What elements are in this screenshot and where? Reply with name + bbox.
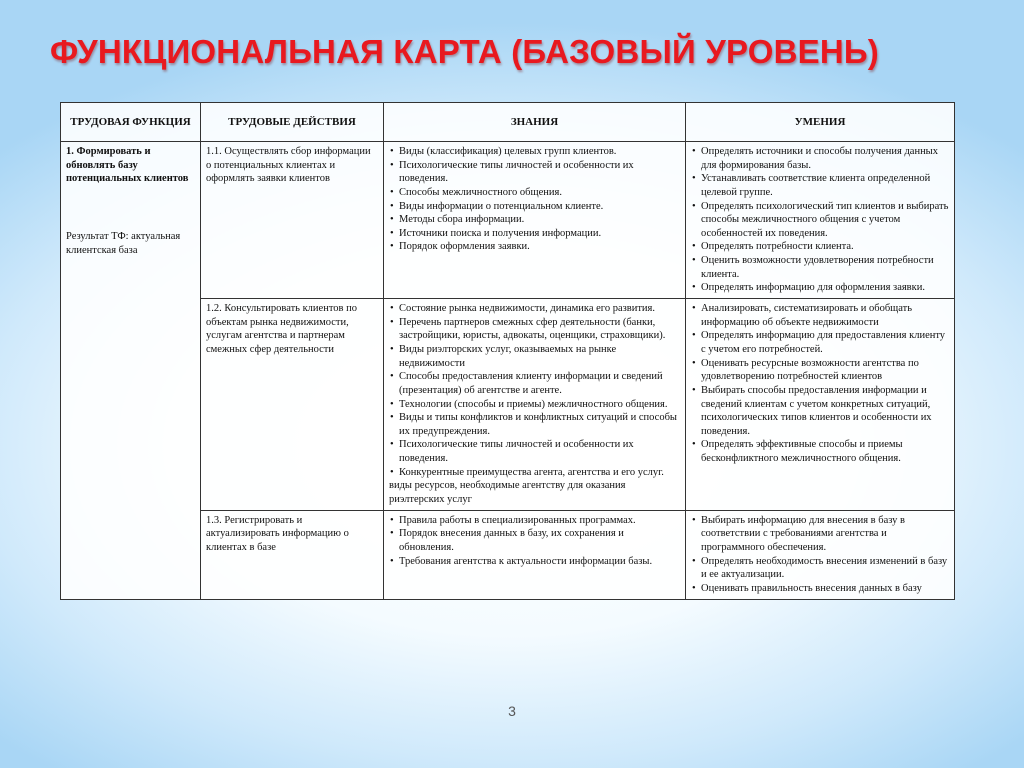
header-skills: УМЕНИЯ — [686, 103, 955, 142]
skill-item: • Определять информацию для предоставления клиенту с учетом его потребностей. — [691, 329, 949, 356]
skill-item: • Определять психологический тип клиентов и выбирать способы межличностного общения с учетом особенностей их поведения. — [691, 200, 949, 241]
labor-function-cell — [61, 142, 201, 600]
knowledge-item: • Перечень партнеров смежных сфер деятельности (банки, застройщики, юристы, адвокаты, оценщики, страховщики). — [389, 316, 680, 343]
knowledge-item: • Источники поиска и получения информации. — [389, 227, 680, 241]
knowledge-item: • Конкурентные преимущества агента, агентства и его услуг. — [389, 466, 680, 480]
skill-item: • Определять эффективные способы и приемы бесконфликтного межличностного общения. — [691, 438, 949, 465]
page-number: 3 — [508, 703, 516, 719]
page-title: ФУНКЦИОНАЛЬНАЯ КАРТА (БАЗОВЫЙ УРОВЕНЬ) — [50, 33, 879, 70]
knowledge-item: • Виды информации о потенциальном клиенте. — [389, 200, 680, 214]
skill-item: • Определять потребности клиента. — [691, 240, 949, 254]
skill-item: • Оценить возможности удовлетворения потребности клиента. — [691, 254, 949, 281]
table-header-row — [61, 103, 955, 142]
skill-item: • Анализировать, систематизировать и обобщать информацию об объекте недвижимости — [691, 302, 949, 329]
skill-item: • Определять необходимость внесения изменений в базу и ее актуализации. — [691, 555, 949, 582]
header-knowledge: ЗНАНИЯ — [384, 103, 686, 142]
knowledge-item: • Порядок оформления заявки. — [389, 240, 680, 254]
functional-map-table — [60, 102, 955, 600]
header-labor-function: ТРУДОВАЯ ФУНКЦИЯ — [61, 103, 201, 142]
function-name: 1. Формировать и обновлять базу потенциальных клиентов — [66, 146, 189, 185]
header-labor-actions: ТРУДОВЫЕ ДЕЙСТВИЯ — [201, 103, 384, 142]
skill-item: • Оценивать ресурсные возможности агентства по удовлетворению потребностей клиентов — [691, 357, 949, 384]
knowledge-item: • Виды (классификация) целевых групп клиентов. — [389, 145, 680, 159]
function-result: Результат ТФ: актуальная клиентская база — [66, 230, 181, 256]
action-cell: 1.1. Осуществлять сбор информации о потенциальных клиентах и оформлять заявки клиентов — [201, 142, 384, 299]
skill-item: • Оценивать правильность внесения данных в базу — [691, 582, 949, 596]
knowledge-item: • Требования агентства к актуальности информации базы. — [389, 555, 680, 569]
skills-cell — [686, 299, 955, 511]
knowledge-cell — [384, 142, 686, 299]
knowledge-note: виды ресурсов, необходимые агентству для оказания риэлтерских услуг — [389, 480, 626, 506]
skill-item: • Определять источники и способы получения данных для формирования базы. — [691, 145, 949, 172]
knowledge-item: • Методы сбора информации. — [389, 213, 680, 227]
skills-cell — [686, 142, 955, 299]
knowledge-cell — [384, 510, 686, 599]
skill-item: • Устанавливать соответствие клиента определенной целевой группе. — [691, 172, 949, 199]
knowledge-cell — [384, 299, 686, 511]
table-row — [61, 142, 955, 299]
skills-cell — [686, 510, 955, 599]
knowledge-item: • Виды и типы конфликтов и конфликтных ситуаций и способы их предупреждения. — [389, 411, 680, 438]
knowledge-item: • Правила работы в специализированных программах. — [389, 514, 680, 528]
action-cell: 1.2. Консультировать клиентов по объектам рынка недвижимости, услугам агентства и партнерам смежных сфер деятельности — [201, 299, 384, 511]
skill-item: • Определять информацию для оформления заявки. — [691, 281, 949, 295]
knowledge-item: • Способы предоставления клиенту информации и сведений (презентация) об агентстве и агенте. — [389, 370, 680, 397]
knowledge-item: • Способы межличностного общения. — [389, 186, 680, 200]
skill-item: • Выбирать информацию для внесения в базу в соответствии с требованиями агентства и программного обеспечения. — [691, 514, 949, 555]
knowledge-item: • Виды риэлторских услуг, оказываемых на рынке недвижимости — [389, 343, 680, 370]
knowledge-item: • Порядок внесения данных в базу, их сохранения и обновления. — [389, 527, 680, 554]
knowledge-item: • Технологии (способы и приемы) межличностного общения. — [389, 398, 680, 412]
skill-item: • Выбирать способы предоставления информации и сведений клиентам с учетом конкретных ситуаций, психологических типов клиентов и особенности их поведения. — [691, 384, 949, 439]
knowledge-item: • Психологические типы личностей и особенности их поведения. — [389, 438, 680, 465]
knowledge-item: • Состояние рынка недвижимости, динамика его развития. — [389, 302, 680, 316]
action-cell: 1.3. Регистрировать и актуализировать информацию о клиентах в базе — [201, 510, 384, 599]
knowledge-item: • Психологические типы личностей и особенности их поведения. — [389, 159, 680, 186]
